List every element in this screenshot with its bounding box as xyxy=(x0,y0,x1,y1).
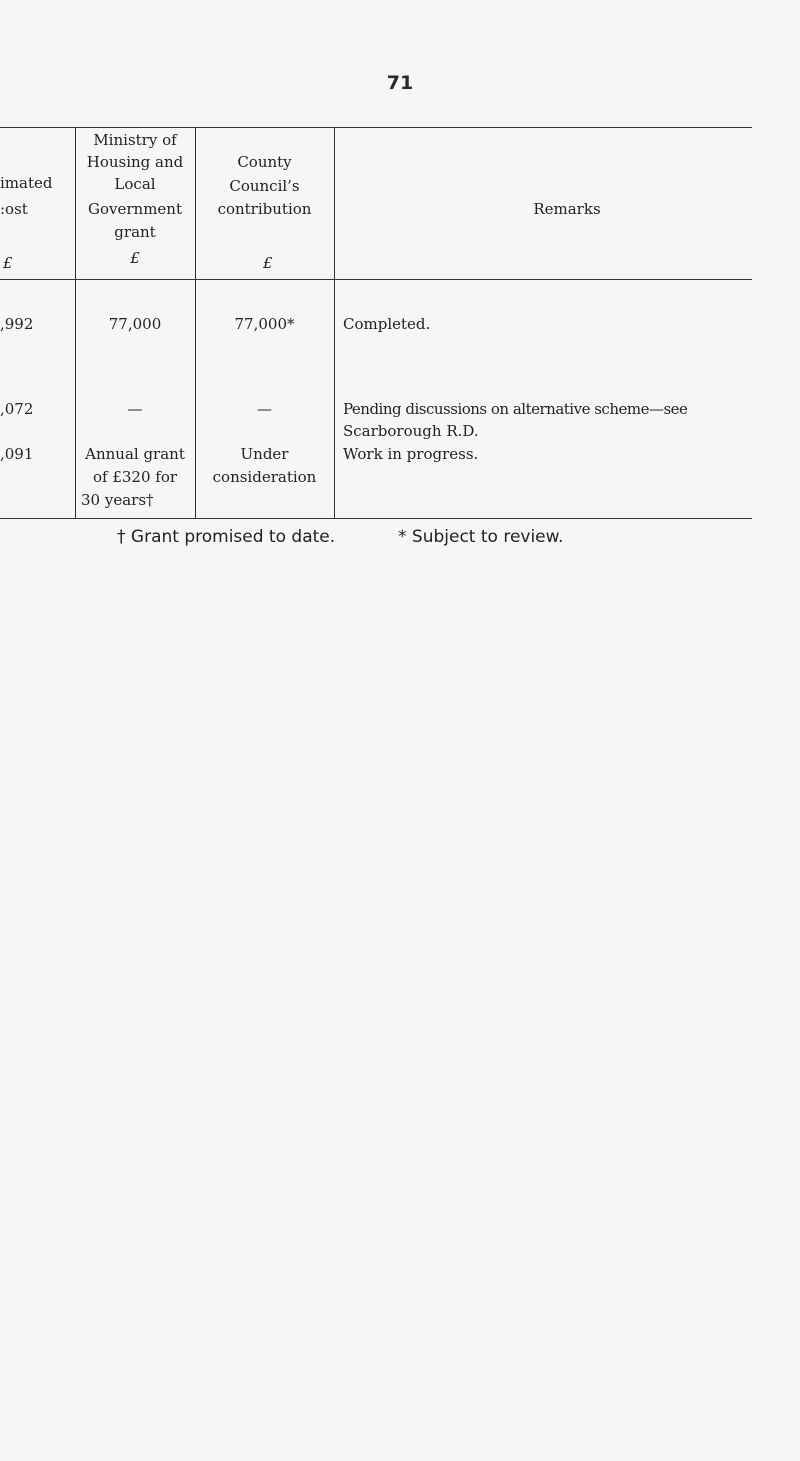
header-cost-line1: imated xyxy=(0,174,53,192)
header-grant-unit: £ xyxy=(130,249,140,267)
table-cell-county: 77,000* xyxy=(234,315,295,333)
table-cell-county: — xyxy=(257,400,272,418)
table-cell-cost: ,091 xyxy=(0,445,34,463)
table-cell-cost: ,992 xyxy=(0,315,34,333)
header-remarks: Remarks xyxy=(533,200,601,218)
header-bottom-rule xyxy=(0,279,752,280)
table-cell-grant: Annual grant xyxy=(85,445,185,463)
header-cost-line2: :ost xyxy=(0,200,28,218)
table-cell-remarks: Completed. xyxy=(343,315,431,333)
header-grant-line: Ministry of xyxy=(93,131,177,149)
table-cell-remarks: Pending discussions on alternative scheme—see xyxy=(343,400,688,418)
header-county-line: Council’s xyxy=(229,177,300,195)
table-cell-remarks: Scarborough R.D. xyxy=(343,422,479,440)
table-cell-grant: 30 years† xyxy=(81,491,154,509)
table-cell-county: consideration xyxy=(212,468,317,486)
table-cell-county: Under xyxy=(240,445,289,463)
header-county-unit: £ xyxy=(263,254,273,272)
page-number: 71 xyxy=(386,72,414,94)
header-grant-line: Local xyxy=(114,175,156,193)
table-cell-remarks: Work in progress. xyxy=(343,445,479,463)
header-cost-unit: £ xyxy=(3,254,13,272)
header-county-line: County xyxy=(237,153,292,171)
table-cell-cost: ,072 xyxy=(0,400,34,418)
header-county-line: contribution xyxy=(217,200,312,218)
footnote-asterisk: * Subject to review. xyxy=(398,527,564,547)
table-cell-grant: — xyxy=(127,400,143,418)
header-grant-line: grant xyxy=(114,223,156,241)
column-divider xyxy=(334,127,335,518)
table-cell-grant: 77,000 xyxy=(108,315,162,333)
table-bottom-rule xyxy=(0,518,752,519)
header-grant-line: Housing and xyxy=(86,153,184,171)
table-top-rule xyxy=(0,127,752,128)
footnote-dagger: † Grant promised to date. xyxy=(117,527,336,547)
header-grant-line: Government xyxy=(88,200,182,218)
table-cell-grant: of £320 for xyxy=(92,468,178,486)
